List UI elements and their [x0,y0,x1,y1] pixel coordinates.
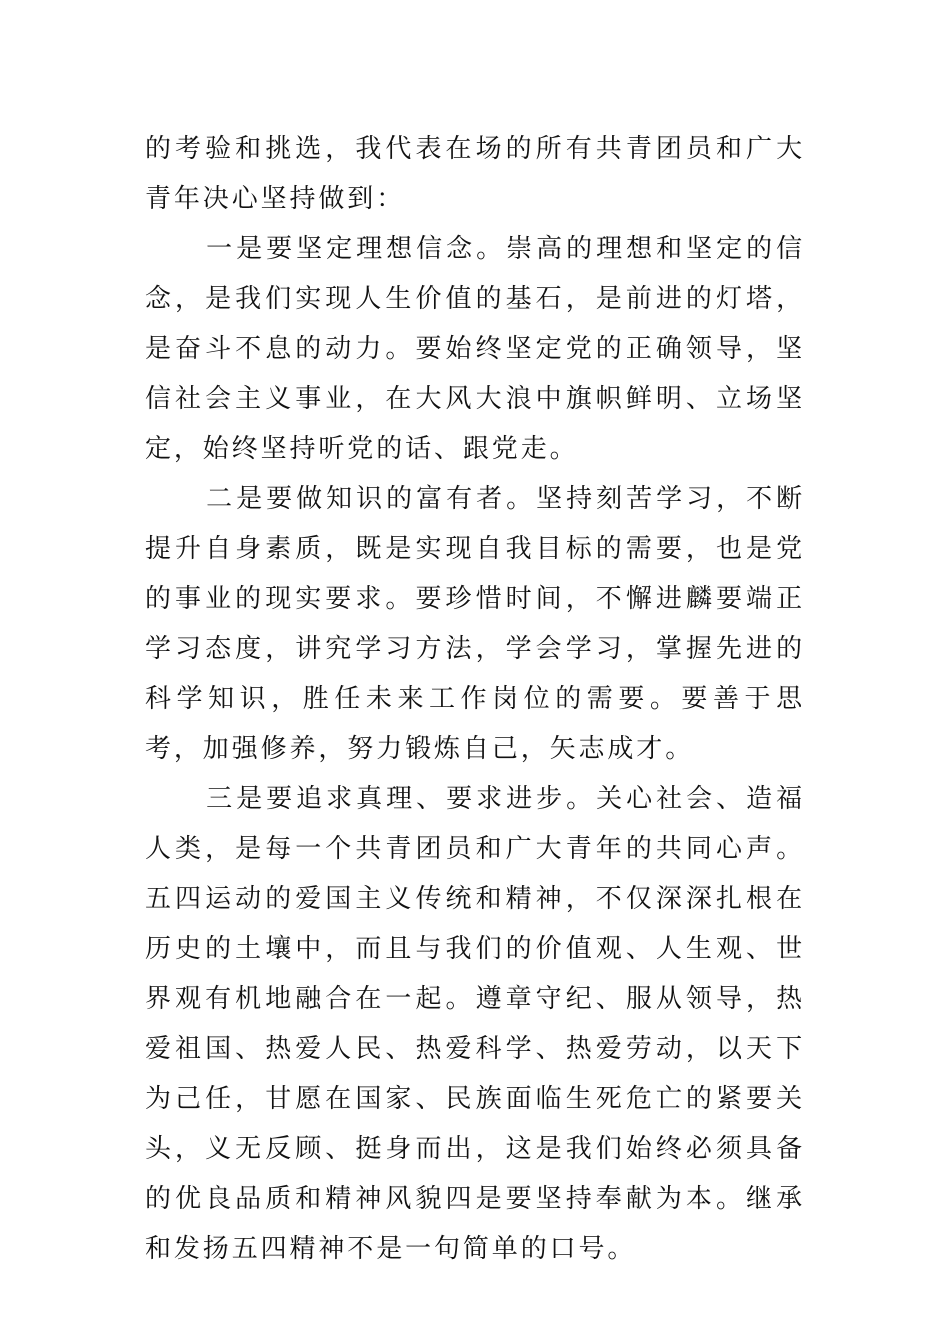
paragraph-truth-progress: 三是要追求真理、要求进步。关心社会、造福人类，是每一个共青团员和广大青年的共同心声。五四运动的爱国主义传统和精神，不仅深深扎根在历史的土壤中，而且与我们的价值观、人生观、世界观有机地融合在一起。遵章守纪、服从领导，热爱祖国、热爱人民、热爱科学、热爱劳动，以天下为己任，甘愿在国家、民族面临生死危亡的紧要关头，义无反顾、挺身而出，这是我们始终必须具备的优良品质和精神风貌四是要坚持奉献为本。继承和发扬五四精神不是一句简单的口号。 [145,784,805,1264]
paragraph-ideals: 一是要坚定理想信念。崇高的理想和坚定的信念，是我们实现人生价值的基石，是前进的灯塔，是奋斗不息的动力。要始终坚定党的正确领导，坚信社会主义事业，在大风大浪中旗帜鲜明、立场坚定，始终坚持听党的话、跟党走。 [145,234,805,464]
document-body [145,124,805,1274]
paragraph-knowledge: 二是要做知识的富有者。坚持刻苦学习，不断提升自身素质，既是实现自我目标的需要，也是党的事业的现实要求。要珍惜时间，不懈进麟要端正学习态度，讲究学习方法，学会学习，掌握先进的科学知识，胜任未来工作岗位的需要。要善于思考，加强修养，努力锻炼自己，矢志成才。 [145,484,805,764]
paragraph-continuation: 的考验和挑选，我代表在场的所有共青团员和广大青年决心坚持做到： [145,134,805,214]
